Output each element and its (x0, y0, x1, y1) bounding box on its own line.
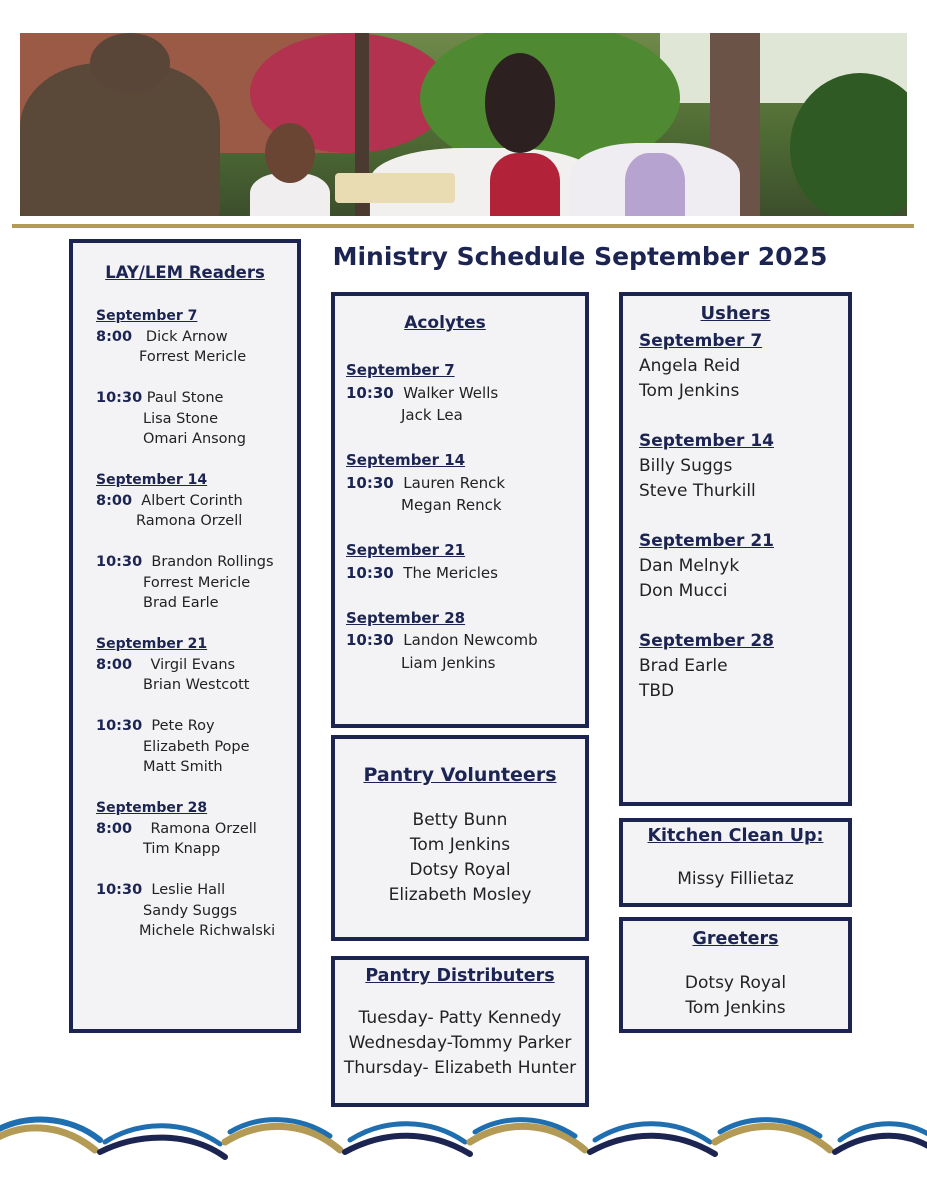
open-book (335, 173, 455, 203)
service-time: 8:00 (96, 820, 133, 837)
acolytes-schedule (335, 333, 585, 674)
schedule-line (96, 819, 297, 840)
person-name: Omari Ansong (143, 431, 246, 447)
person-name: Tom Jenkins (409, 835, 511, 855)
person-name: Paul Stone (146, 390, 224, 406)
distributer-line: Tuesday- Patty Kennedy (358, 1008, 562, 1028)
person-name: Albert Corinth (141, 492, 243, 509)
date-heading: September 21 (96, 636, 208, 652)
person-name: Landon Newcomb (403, 631, 538, 649)
date-heading: September 28 (346, 608, 466, 627)
schedule-line (96, 327, 297, 348)
person-name: Dotsy Royal (684, 973, 787, 993)
date-heading: September 28 (96, 800, 208, 816)
person-name: Ramona Orzell (150, 820, 257, 837)
person-name: Walker Wells (403, 383, 499, 402)
readers-schedule (73, 282, 297, 942)
date-heading: September 21 (346, 541, 466, 559)
person-name: Liam Jenkins (401, 653, 496, 672)
date-heading: September 14 (346, 451, 466, 469)
schedule-line (96, 491, 297, 512)
greeters-title: Greeters (692, 929, 779, 949)
person-name: Brad Earle (143, 595, 219, 611)
readers-box (69, 239, 301, 1033)
greeters-box (619, 917, 852, 1033)
congregation-photo (20, 33, 907, 216)
pantry-distributers-title: Pantry Distributers (365, 966, 555, 986)
kitchen-cleanup-list (623, 846, 848, 892)
service-time: 10:30 (96, 718, 143, 734)
person-name: Dan Melnyk (639, 556, 740, 576)
pantry-volunteers-title: Pantry Volunteers (363, 764, 557, 786)
person-name: Billy Suggs (639, 456, 733, 476)
date-heading: September 28 (639, 631, 774, 651)
greeters-list (623, 949, 848, 1021)
pantry-distributers-list (335, 986, 585, 1081)
schedule-line (96, 880, 297, 901)
schedule-line (346, 562, 585, 585)
person-name: TBD (639, 681, 675, 701)
pantry-volunteers-list (335, 786, 585, 908)
person-name: Forrest Mericle (143, 574, 251, 591)
person-name: Angela Reid (639, 356, 741, 376)
schedule-line (346, 629, 585, 652)
date-heading: September 7 (346, 361, 455, 379)
person-name: Forrest Mericle (139, 349, 247, 365)
person-name: Dick Arnow (145, 328, 228, 345)
acolytes-title: Acolytes (404, 313, 486, 333)
service-time: 10:30 (96, 390, 143, 406)
schedule-line (96, 716, 297, 737)
date-heading: September 14 (639, 431, 774, 451)
person-name: Tim Knapp (143, 841, 221, 857)
priest-stole (490, 153, 560, 216)
service-time: 8:00 (96, 492, 133, 509)
service-time: 10:30 (96, 882, 143, 898)
person-name: Lauren Renck (403, 473, 506, 492)
readers-title: LAY/LEM Readers (105, 263, 265, 282)
pantry-distributers-box (331, 956, 589, 1107)
person-name: Sandy Suggs (143, 902, 238, 919)
girl-head (265, 123, 315, 183)
ushers-schedule (623, 324, 848, 704)
person-name: Ramona Orzell (136, 513, 243, 529)
man-head (90, 33, 170, 93)
person-name: The Mericles (403, 563, 498, 582)
person-name: Brandon Rollings (151, 554, 274, 570)
kitchen-cleanup-title: Kitchen Clean Up: (647, 826, 824, 846)
schedule-line (346, 472, 585, 495)
ushers-box (619, 292, 852, 806)
person-name: Megan Renck (401, 496, 502, 514)
service-time: 8:00 (96, 328, 133, 345)
person-name: Tom Jenkins (685, 998, 786, 1018)
woman-floral-dress (625, 153, 685, 216)
distributer-line: Wednesday-Tommy Parker (348, 1033, 572, 1053)
schedule-line (346, 382, 585, 405)
person-name: Brian Westcott (143, 677, 250, 693)
date-heading: September 21 (639, 531, 774, 551)
date-heading: September 7 (96, 308, 198, 324)
date-heading: September 7 (639, 331, 763, 351)
person-name: Don Mucci (639, 581, 728, 601)
person-name: Matt Smith (143, 759, 223, 775)
ushers-title: Ushers (700, 303, 771, 324)
page-title: Ministry Schedule September 2025 (332, 242, 828, 271)
distributer-line: Thursday- Elizabeth Hunter (343, 1058, 577, 1078)
service-time: 10:30 (96, 554, 143, 570)
service-time: 8:00 (96, 656, 133, 673)
person-name: Pete Roy (151, 718, 215, 734)
service-time: 10:30 (346, 631, 394, 649)
person-name: Jack Lea (401, 406, 463, 424)
person-name: Missy Fillietaz (677, 869, 794, 889)
pantry-volunteers-box (331, 735, 589, 941)
person-name: Leslie Hall (151, 882, 226, 898)
person-name: Michele Richwalski (139, 923, 276, 939)
person-name: Elizabeth Mosley (388, 885, 532, 905)
person-name: Virgil Evans (150, 656, 236, 673)
person-name: Steve Thurkill (639, 481, 756, 501)
service-time: 10:30 (346, 563, 394, 582)
person-name: Brad Earle (639, 656, 728, 676)
service-time: 10:30 (346, 383, 394, 402)
schedule-line (96, 655, 297, 676)
kitchen-cleanup-box (619, 818, 852, 907)
schedule-line (96, 552, 297, 573)
person-name: Lisa Stone (143, 410, 219, 427)
service-time: 10:30 (346, 473, 394, 492)
gold-divider (12, 224, 914, 228)
wave-decoration (0, 1112, 927, 1164)
woman-hair (485, 53, 555, 153)
person-name: Betty Bunn (412, 810, 508, 830)
schedule-line (96, 388, 297, 409)
person-name: Dotsy Royal (409, 860, 511, 880)
person-name: Elizabeth Pope (143, 738, 250, 755)
person-name: Tom Jenkins (639, 381, 740, 401)
date-heading: September 14 (96, 472, 208, 488)
acolytes-box (331, 292, 589, 728)
